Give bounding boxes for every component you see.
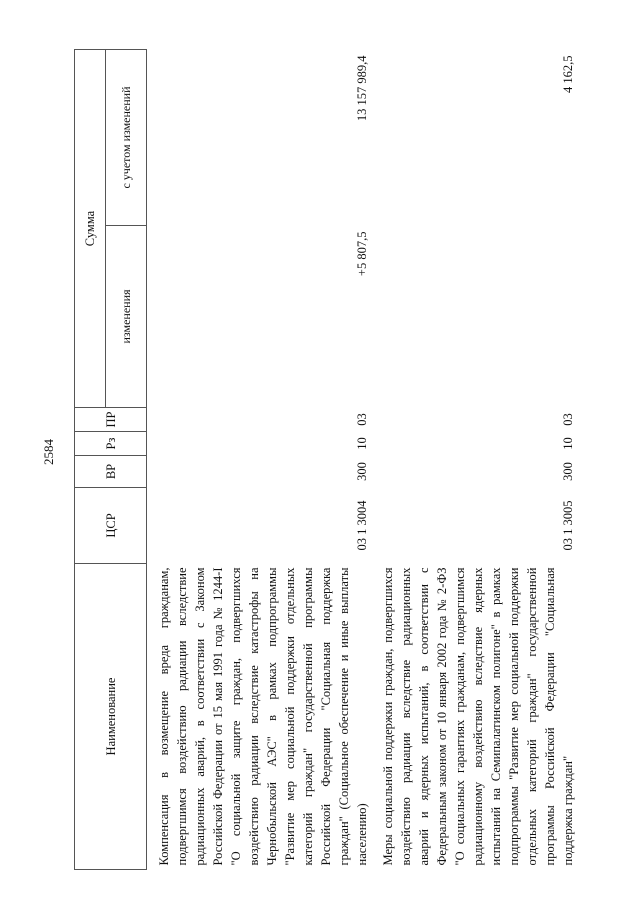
budget-table: [74, 49, 577, 870]
header-changes: изменения: [106, 226, 147, 408]
page-number: 2584: [41, 439, 56, 465]
row-changes: +5 807,5: [355, 231, 369, 277]
row-vr: 300: [355, 462, 369, 481]
header-csr: ЦСР: [75, 488, 147, 564]
row-rz: 10: [561, 437, 575, 450]
header-name: Наименование: [75, 564, 147, 870]
row-with-changes: 13 157 989,4: [355, 55, 369, 122]
table-row: [147, 50, 372, 870]
row-pr: 03: [355, 413, 369, 426]
row-rz: 10: [355, 437, 369, 450]
rotated-page-content: [74, 50, 614, 870]
row-changes: [371, 226, 577, 408]
header-sum: Сумма: [75, 50, 106, 408]
row-vr: 300: [561, 462, 575, 481]
row-name: Компенсация в возмещение вреда гражданам, подвергшимся воздействию радиации вследствие радиационных аварий, в соответствии с Законом Российской Федерации от 15 мая 1991 года № 1244-I "О социальной защите граждан, подвергшихся воздействию радиации вследствие катастрофы на Чернобыльской АЭС" в рамках подпрограммы "Развитие мер социальной поддержки отдельных категорий граждан" государственной программы Российской Федерации "Социальная поддержка граждан" (Социальное обеспечение и иные выплаты населению): [157, 567, 369, 866]
header-pr: ПР: [75, 408, 147, 432]
row-csr: 03 1 3004: [355, 500, 369, 551]
row-csr: 03 1 3005: [561, 500, 575, 551]
row-name: Меры социальной поддержки граждан, подвергшихся воздействию радиации вследствие радиационных аварий и ядерных испытаний, в соответствии с Федеральным законом от 10 января 2002 года № 2-ФЗ "О социальных гарантиях гражданам, подвергшимся радиационному воздействию вследствие ядерных испытаний на Семипалатинском полигоне" в рамках подпрограммы "Развитие мер социальной поддержки отдельных категорий граждан" государственной программы Российской Федерации "Социальная поддержка граждан": [381, 567, 575, 866]
table-row: [371, 50, 577, 870]
row-with-changes: 4 162,5: [561, 55, 575, 93]
header-with-changes: с учетом изменений: [106, 50, 147, 226]
row-pr: 03: [561, 413, 575, 426]
header-vr: ВР: [75, 456, 147, 488]
header-rz: Рз: [75, 432, 147, 456]
